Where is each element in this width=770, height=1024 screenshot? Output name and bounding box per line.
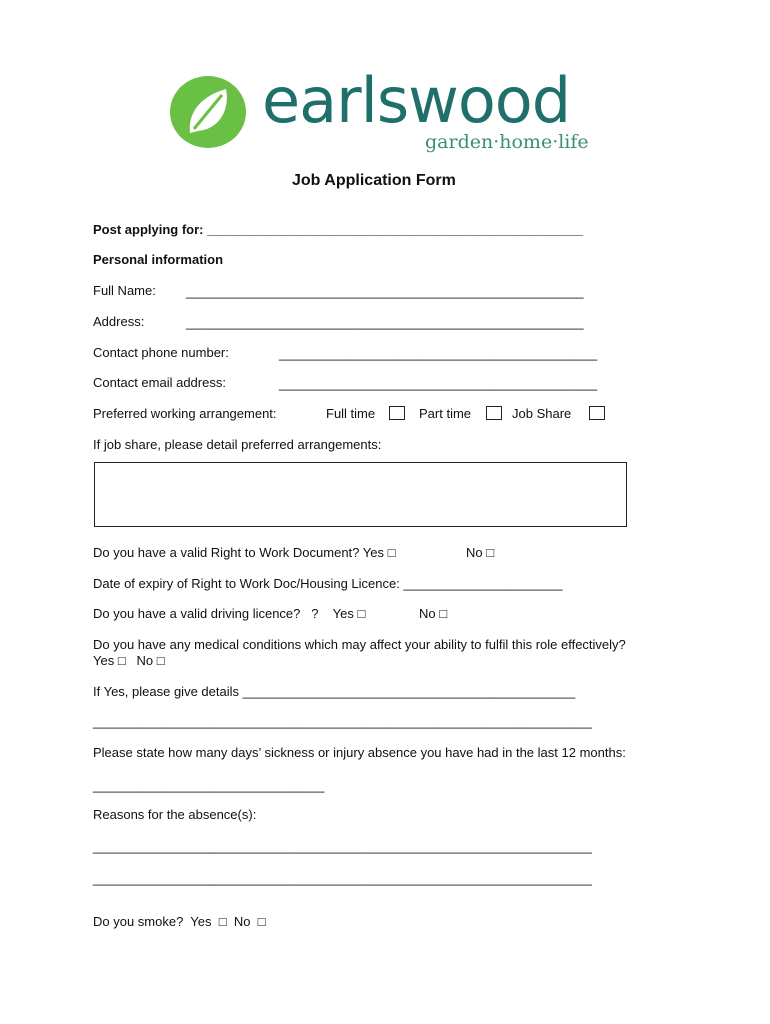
job-share-detail-textarea[interactable]	[94, 462, 627, 527]
email-label: Contact email address:	[93, 375, 226, 390]
email-field[interactable]: ____________________________________________	[279, 376, 598, 391]
leaf-icon	[168, 75, 248, 149]
job-share-checkbox[interactable]	[589, 406, 605, 420]
phone-field[interactable]: ____________________________________________	[279, 346, 598, 361]
sickness-days-field[interactable]: ________________________________	[93, 778, 325, 793]
address-field[interactable]: _______________________________________________________	[186, 315, 584, 330]
reasons-line-1[interactable]: _____________________________________________________________________	[93, 839, 592, 854]
full-name-field[interactable]: _______________________________________________________	[186, 284, 584, 299]
arrangement-label: Preferred working arrangement:	[93, 406, 277, 421]
full-time-label: Full time	[326, 406, 376, 421]
medical-question: Do you have any medical conditions which may affect your ability to fulfil this role effectively?	[93, 637, 626, 652]
rtw-expiry-field[interactable]: Date of expiry of Right to Work Doc/Housing Licence: ______________________	[93, 576, 563, 591]
medical-details-field[interactable]: If Yes, please give details ______________________________________________	[93, 684, 576, 699]
part-time-label: Part time	[419, 406, 472, 421]
reasons-line-2[interactable]: _____________________________________________________________________	[93, 871, 592, 886]
smoke-question[interactable]: Do you smoke? Yes □ No □	[93, 914, 266, 929]
section-personal-heading: Personal information	[93, 252, 224, 267]
post-applying-field[interactable]: Post applying for: ____________________________________________________	[93, 222, 584, 237]
medical-options[interactable]: Yes □ No □	[93, 653, 165, 668]
driving-no-option[interactable]: No □	[419, 606, 448, 621]
rtw-no-option[interactable]: No □	[466, 545, 495, 560]
medical-details-extra-line[interactable]: _____________________________________________________________________	[93, 714, 592, 729]
job-share-detail-label: If job share, please detail preferred arrangements:	[93, 437, 382, 452]
rtw-question[interactable]: Do you have a valid Right to Work Document? Yes □	[93, 545, 396, 560]
page-title: Job Application Form	[292, 172, 456, 189]
job-share-label: Job Share	[512, 406, 572, 421]
driving-question[interactable]: Do you have a valid driving licence? ? Yes □	[93, 606, 366, 621]
full-time-checkbox[interactable]	[389, 406, 405, 420]
full-name-label: Full Name:	[93, 283, 156, 298]
reasons-label: Reasons for the absence(s):	[93, 807, 257, 822]
part-time-checkbox[interactable]	[486, 406, 502, 420]
phone-label: Contact phone number:	[93, 345, 229, 360]
address-label: Address:	[93, 314, 145, 329]
brand-tagline: garden·home·life	[425, 131, 589, 153]
brand-wordmark: earlswood	[262, 64, 571, 137]
sickness-question: Please state how many days’ sickness or injury absence you have had in the last 12 months:	[93, 745, 626, 760]
